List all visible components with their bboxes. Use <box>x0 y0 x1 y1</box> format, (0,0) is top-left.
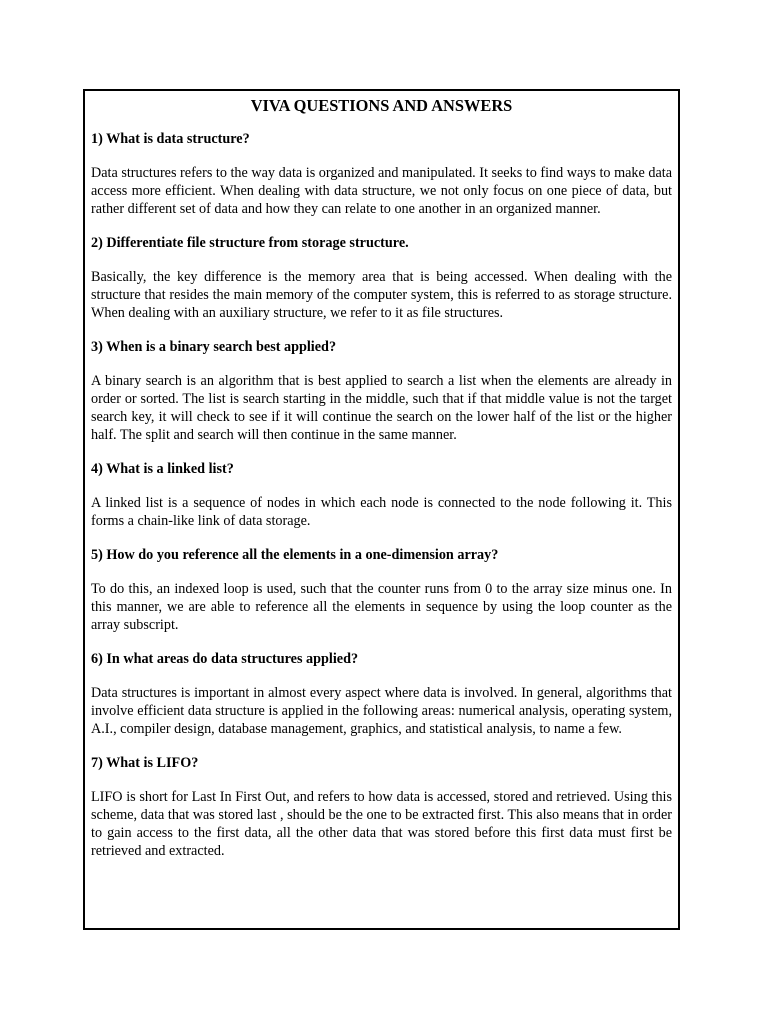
qa-item-7 <box>91 754 672 860</box>
qa-item-6 <box>91 650 672 738</box>
answer-4: A linked list is a sequence of nodes in which each node is connected to the node following it. This forms a chain-like link of data storage. <box>91 495 672 529</box>
answer-3: A binary search is an algorithm that is best applied to search a list when the elements are already in order or sorted. The list is search starting in the middle, such that if that middle value is not the target search key, it will check to see if it will continue the search on the lower half of the list or the higher half. The split and search will then continue in the same manner. <box>91 373 672 443</box>
question-6: 6) In what areas do data structures applied? <box>91 651 359 667</box>
qa-item-2 <box>91 234 672 322</box>
qa-item-5 <box>91 546 672 634</box>
question-4: 4) What is a linked list? <box>91 461 234 477</box>
question-7: 7) What is LIFO? <box>91 755 199 771</box>
question-2: 2) Differentiate file structure from storage structure. <box>91 235 409 251</box>
document-title: VIVA QUESTIONS AND ANSWERS <box>250 96 513 115</box>
qa-item-3 <box>91 338 672 444</box>
answer-7: LIFO is short for Last In First Out, and refers to how data is accessed, stored and retrieved. Using this scheme, data that was stored last , should be the one to be extracted first. This also means that in order to gain access to the first data, all the other data that was stored before this first data must first be retrieved and extracted. <box>91 789 672 859</box>
question-3: 3) When is a binary search best applied? <box>91 339 337 355</box>
answer-2: Basically, the key difference is the memory area that is being accessed. When dealing with the structure that resides the main memory of the computer system, this is referred to as storage structure. When dealing with an auxiliary structure, we refer to it as file structures. <box>91 269 672 321</box>
answer-5: To do this, an indexed loop is used, such that the counter runs from 0 to the array size minus one. In this manner, we are able to reference all the elements in sequence by using the loop counter as the array subscript. <box>91 581 672 633</box>
answer-6: Data structures is important in almost every aspect where data is involved. In general, algorithms that involve efficient data structure is applied in the following areas: numerical analysis, operating system, A.I., compiler design, database management, graphics, and statistical analysis, to name a few. <box>91 685 672 737</box>
qa-item-4 <box>91 460 672 530</box>
question-1: 1) What is data structure? <box>91 131 250 147</box>
qa-item-1 <box>91 130 672 218</box>
document-page-frame <box>83 89 680 930</box>
question-5: 5) How do you reference all the elements in a one-dimension array? <box>91 547 499 563</box>
answer-1: Data structures refers to the way data is organized and manipulated. It seeks to find ways to make data access more efficient. When dealing with data structure, we not only focus on one piece of data, but rather different set of data and how they can relate to one another in an organized manner. <box>91 165 672 217</box>
